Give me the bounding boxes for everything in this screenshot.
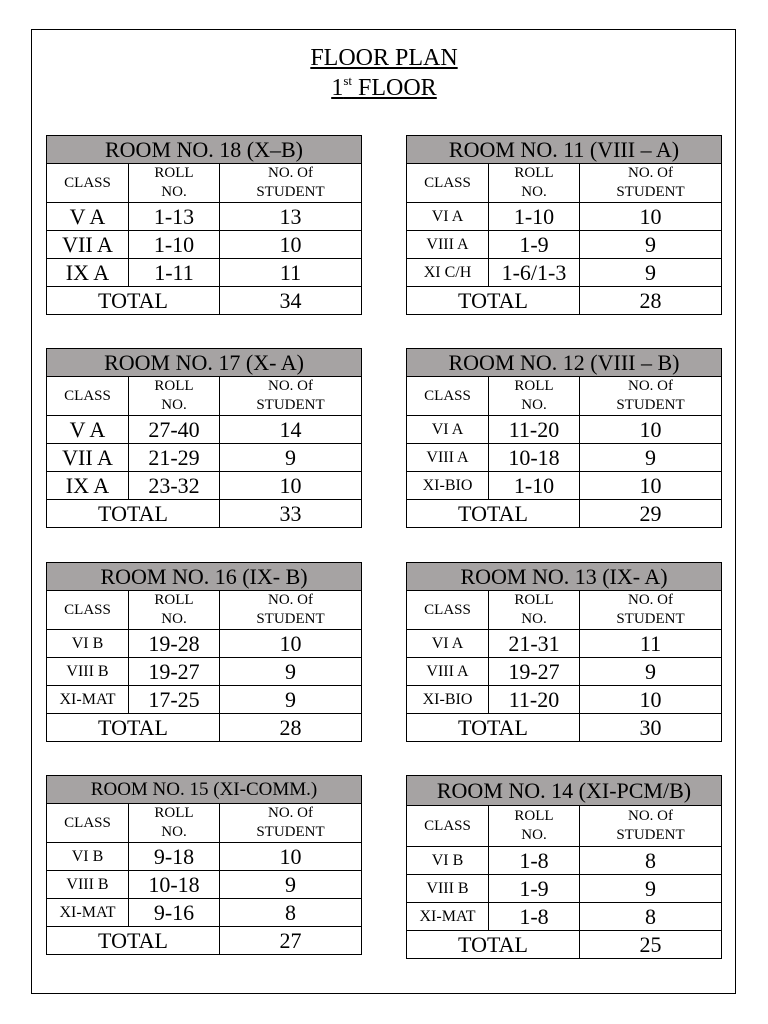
total-value: 34 [220, 287, 362, 315]
class-header: CLASS [47, 377, 129, 416]
table-row [47, 658, 362, 686]
student-count-cell: 9 [580, 875, 722, 903]
class-cell: VI B [47, 843, 129, 871]
roll-header: ROLL NO. [129, 591, 220, 630]
room-title: ROOM NO. 15 (XI-COMM.) [47, 776, 362, 804]
table-row [47, 630, 362, 658]
student-count-cell: 14 [220, 416, 362, 444]
student-count-header: NO. Of STUDENT [220, 591, 362, 630]
student-count-cell: 8 [220, 899, 362, 927]
total-value: 27 [220, 927, 362, 955]
room-title: ROOM NO. 18 (X–B) [47, 136, 362, 164]
total-value: 33 [220, 500, 362, 528]
student-count-cell: 11 [580, 630, 722, 658]
student-count-header: NO. Of STUDENT [580, 377, 722, 416]
total-row [407, 500, 722, 528]
roll-cell: 1-10 [489, 203, 580, 231]
roll-header: ROLL NO. [129, 164, 220, 203]
student-count-cell: 10 [580, 686, 722, 714]
class-cell: VIII B [407, 875, 489, 903]
table-row [47, 686, 362, 714]
page-title: FLOOR PLAN [310, 45, 458, 71]
class-header: CLASS [407, 377, 489, 416]
total-label: TOTAL [407, 500, 580, 528]
total-label: TOTAL [47, 714, 220, 742]
class-cell: XI-BIO [407, 686, 489, 714]
total-value: 28 [220, 714, 362, 742]
roll-header: ROLL NO. [129, 377, 220, 416]
class-cell: VIII A [407, 658, 489, 686]
table-row [407, 259, 722, 287]
roll-cell: 11-20 [489, 686, 580, 714]
student-count-cell: 10 [580, 203, 722, 231]
class-header: CLASS [407, 591, 489, 630]
class-cell: IX A [47, 259, 129, 287]
floor-subtitle: 1st FLOOR [331, 73, 437, 101]
roll-header: ROLL NO. [489, 591, 580, 630]
roll-cell: 1-11 [129, 259, 220, 287]
table-row [47, 444, 362, 472]
class-header: CLASS [47, 804, 129, 843]
total-row [47, 927, 362, 955]
class-cell: V A [47, 203, 129, 231]
table-row [407, 686, 722, 714]
student-count-header: NO. Of STUDENT [580, 806, 722, 847]
class-cell: XI-MAT [47, 899, 129, 927]
class-header: CLASS [47, 164, 129, 203]
class-header: CLASS [407, 164, 489, 203]
table-row [47, 843, 362, 871]
student-count-cell: 9 [580, 444, 722, 472]
room-table [406, 348, 722, 528]
table-row [47, 231, 362, 259]
class-cell: XI-BIO [407, 472, 489, 500]
class-cell: IX A [47, 472, 129, 500]
student-count-header: NO. Of STUDENT [220, 804, 362, 843]
student-count-cell: 9 [580, 658, 722, 686]
total-label: TOTAL [47, 287, 220, 315]
table-row [407, 203, 722, 231]
total-label: TOTAL [47, 500, 220, 528]
roll-cell: 17-25 [129, 686, 220, 714]
room-title: ROOM NO. 17 (X- A) [47, 349, 362, 377]
roll-header: ROLL NO. [489, 164, 580, 203]
class-cell: XI C/H [407, 259, 489, 287]
table-row [47, 871, 362, 899]
student-count-cell: 10 [580, 416, 722, 444]
room-table [46, 348, 362, 528]
room-title: ROOM NO. 14 (XI-PCM/B) [407, 776, 722, 806]
roll-cell: 1-10 [129, 231, 220, 259]
student-count-header: NO. Of STUDENT [580, 164, 722, 203]
roll-cell: 11-20 [489, 416, 580, 444]
roll-cell: 1-9 [489, 231, 580, 259]
class-cell: V A [47, 416, 129, 444]
student-count-cell: 9 [220, 444, 362, 472]
total-row [407, 287, 722, 315]
roll-cell: 1-13 [129, 203, 220, 231]
student-count-header: NO. Of STUDENT [220, 164, 362, 203]
student-count-cell: 9 [220, 871, 362, 899]
roll-cell: 23-32 [129, 472, 220, 500]
total-value: 28 [580, 287, 722, 315]
class-header: CLASS [407, 806, 489, 847]
student-count-cell: 9 [220, 658, 362, 686]
roll-cell: 10-18 [489, 444, 580, 472]
table-row [47, 416, 362, 444]
table-row [47, 472, 362, 500]
roll-cell: 1-8 [489, 847, 580, 875]
class-cell: VII A [47, 444, 129, 472]
student-count-cell: 10 [580, 472, 722, 500]
class-cell: VIII B [47, 658, 129, 686]
roll-cell: 19-27 [489, 658, 580, 686]
class-cell: VI B [407, 847, 489, 875]
roll-header: ROLL NO. [489, 806, 580, 847]
table-row [47, 203, 362, 231]
student-count-cell: 10 [220, 630, 362, 658]
class-header: CLASS [47, 591, 129, 630]
total-row [47, 500, 362, 528]
total-value: 29 [580, 500, 722, 528]
room-table [406, 135, 722, 315]
class-cell: VIII A [407, 444, 489, 472]
total-label: TOTAL [47, 927, 220, 955]
table-row [407, 847, 722, 875]
total-row [407, 931, 722, 959]
roll-cell: 10-18 [129, 871, 220, 899]
class-cell: VI A [407, 630, 489, 658]
table-row [407, 903, 722, 931]
student-count-cell: 9 [220, 686, 362, 714]
roll-cell: 21-29 [129, 444, 220, 472]
room-table [406, 562, 722, 742]
student-count-cell: 13 [220, 203, 362, 231]
class-cell: VIII A [407, 231, 489, 259]
table-row [47, 259, 362, 287]
roll-cell: 1-9 [489, 875, 580, 903]
class-cell: XI-MAT [47, 686, 129, 714]
total-row [47, 714, 362, 742]
student-count-cell: 8 [580, 847, 722, 875]
student-count-cell: 9 [580, 259, 722, 287]
total-row [407, 714, 722, 742]
student-count-cell: 8 [580, 903, 722, 931]
roll-cell: 9-18 [129, 843, 220, 871]
student-count-header: NO. Of STUDENT [220, 377, 362, 416]
total-value: 25 [580, 931, 722, 959]
student-count-cell: 10 [220, 843, 362, 871]
class-cell: VIII B [47, 871, 129, 899]
room-table [46, 775, 362, 955]
roll-header: ROLL NO. [129, 804, 220, 843]
total-label: TOTAL [407, 287, 580, 315]
table-row [47, 899, 362, 927]
total-label: TOTAL [407, 931, 580, 959]
class-cell: XI-MAT [407, 903, 489, 931]
total-label: TOTAL [407, 714, 580, 742]
room-table [406, 775, 722, 959]
room-table [46, 562, 362, 742]
table-row [407, 630, 722, 658]
table-row [407, 416, 722, 444]
table-row [407, 658, 722, 686]
roll-cell: 21-31 [489, 630, 580, 658]
class-cell: VI A [407, 416, 489, 444]
roll-cell: 9-16 [129, 899, 220, 927]
class-cell: VI B [47, 630, 129, 658]
student-count-cell: 10 [220, 231, 362, 259]
roll-cell: 27-40 [129, 416, 220, 444]
student-count-cell: 9 [580, 231, 722, 259]
room-title: ROOM NO. 16 (IX- B) [47, 563, 362, 591]
room-title: ROOM NO. 11 (VIII – A) [407, 136, 722, 164]
room-table [46, 135, 362, 315]
student-count-header: NO. Of STUDENT [580, 591, 722, 630]
student-count-cell: 11 [220, 259, 362, 287]
table-row [407, 444, 722, 472]
table-row [407, 875, 722, 903]
table-row [407, 231, 722, 259]
roll-cell: 1-10 [489, 472, 580, 500]
roll-cell: 1-8 [489, 903, 580, 931]
class-cell: VII A [47, 231, 129, 259]
class-cell: VI A [407, 203, 489, 231]
table-row [407, 472, 722, 500]
roll-cell: 19-27 [129, 658, 220, 686]
student-count-cell: 10 [220, 472, 362, 500]
roll-header: ROLL NO. [489, 377, 580, 416]
room-title: ROOM NO. 13 (IX- A) [407, 563, 722, 591]
roll-cell: 1-6/1-3 [489, 259, 580, 287]
total-row [47, 287, 362, 315]
total-value: 30 [580, 714, 722, 742]
room-title: ROOM NO. 12 (VIII – B) [407, 349, 722, 377]
roll-cell: 19-28 [129, 630, 220, 658]
